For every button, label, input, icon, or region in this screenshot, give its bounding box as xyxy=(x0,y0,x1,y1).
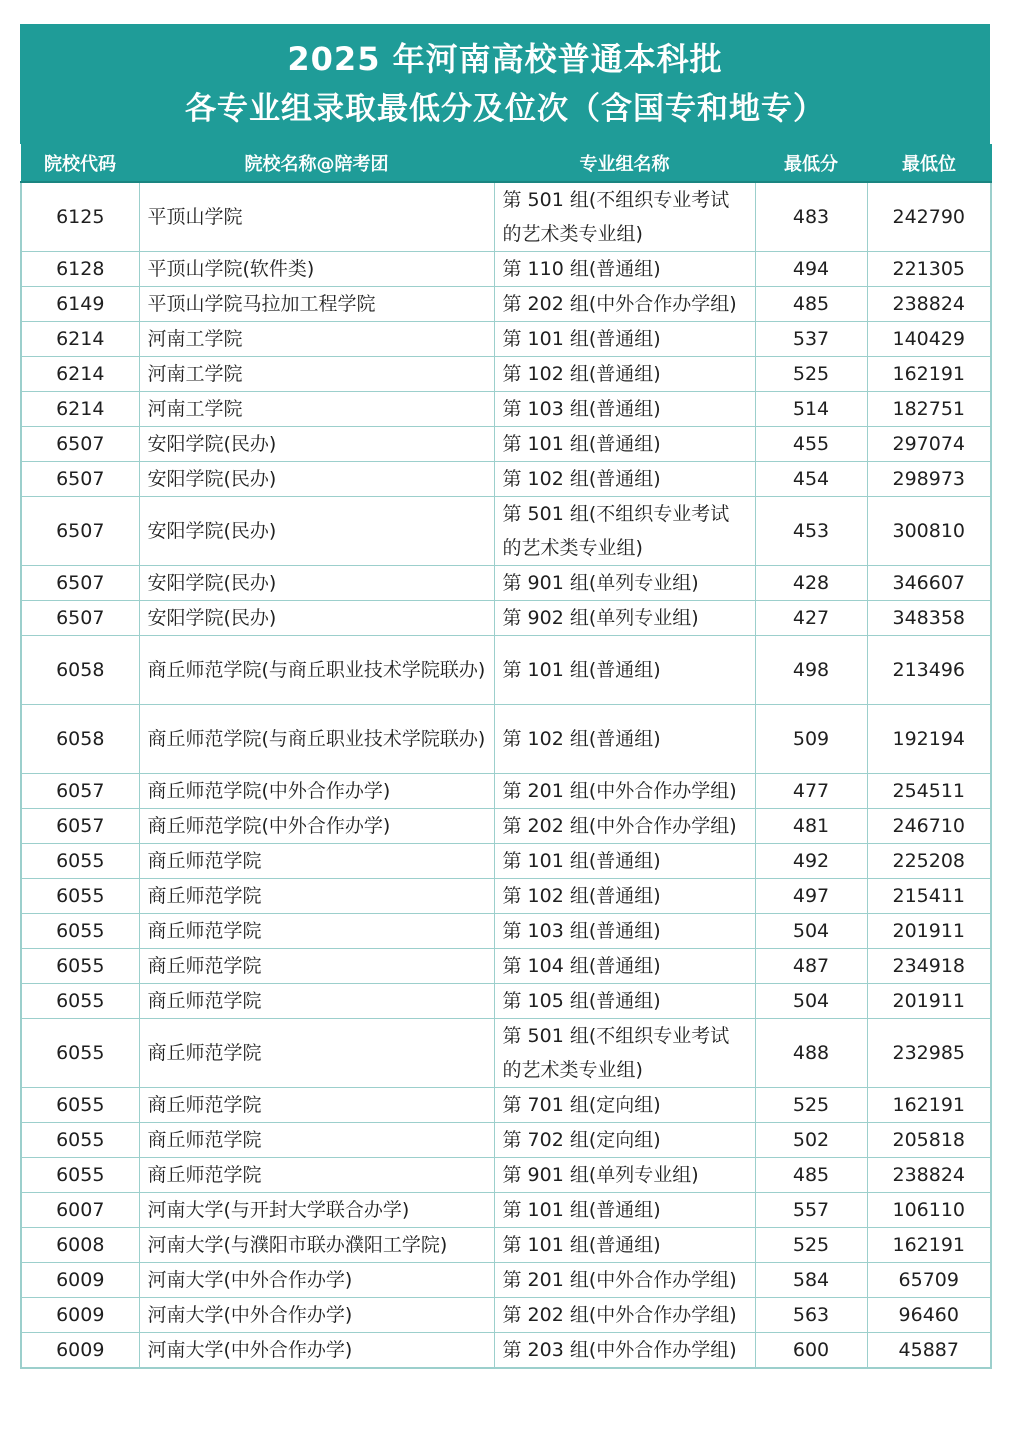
cell-school-name: 商丘师范学院 xyxy=(139,844,494,879)
cell-code: 6507 xyxy=(21,427,139,462)
cell-major-group: 第 104 组(普通组) xyxy=(494,949,755,984)
header-score: 最低分 xyxy=(755,145,867,183)
table-row xyxy=(21,809,991,844)
table-row xyxy=(21,1333,991,1369)
cell-min-score: 525 xyxy=(755,1088,867,1123)
cell-school-name: 商丘师范学院 xyxy=(139,1088,494,1123)
cell-major-group: 第 902 组(单列专业组) xyxy=(494,601,755,636)
table-header-row xyxy=(21,145,991,183)
table-row xyxy=(21,844,991,879)
cell-min-rank: 225208 xyxy=(867,844,991,879)
cell-min-rank: 106110 xyxy=(867,1193,991,1228)
table-row xyxy=(21,879,991,914)
table-row xyxy=(21,914,991,949)
table-row xyxy=(21,182,991,252)
cell-code: 6057 xyxy=(21,774,139,809)
cell-code: 6055 xyxy=(21,1019,139,1088)
table-row xyxy=(21,427,991,462)
cell-code: 6507 xyxy=(21,497,139,566)
table-row xyxy=(21,1263,991,1298)
cell-major-group: 第 202 组(中外合作办学组) xyxy=(494,1298,755,1333)
cell-min-rank: 162191 xyxy=(867,357,991,392)
cell-min-score: 428 xyxy=(755,566,867,601)
cell-school-name: 安阳学院(民办) xyxy=(139,497,494,566)
cell-major-group: 第 201 组(中外合作办学组) xyxy=(494,774,755,809)
cell-min-rank: 215411 xyxy=(867,879,991,914)
cell-school-name: 河南工学院 xyxy=(139,357,494,392)
cell-major-group: 第 501 组(不组织专业考试的艺术类专业组) xyxy=(494,497,755,566)
cell-major-group: 第 102 组(普通组) xyxy=(494,705,755,774)
cell-min-score: 584 xyxy=(755,1263,867,1298)
cell-major-group: 第 501 组(不组织专业考试的艺术类专业组) xyxy=(494,182,755,252)
cell-major-group: 第 103 组(普通组) xyxy=(494,914,755,949)
cell-min-rank: 238824 xyxy=(867,1158,991,1193)
cell-code: 6214 xyxy=(21,322,139,357)
cell-school-name: 商丘师范学院 xyxy=(139,1019,494,1088)
cell-school-name: 河南大学(与开封大学联合办学) xyxy=(139,1193,494,1228)
cell-min-rank: 346607 xyxy=(867,566,991,601)
table-row xyxy=(21,949,991,984)
cell-min-rank: 246710 xyxy=(867,809,991,844)
cell-major-group: 第 702 组(定向组) xyxy=(494,1123,755,1158)
cell-school-name: 河南大学(中外合作办学) xyxy=(139,1333,494,1369)
cell-min-score: 485 xyxy=(755,1158,867,1193)
cell-min-score: 600 xyxy=(755,1333,867,1369)
cell-school-name: 河南大学(中外合作办学) xyxy=(139,1298,494,1333)
cell-min-rank: 234918 xyxy=(867,949,991,984)
cell-code: 6055 xyxy=(21,1158,139,1193)
cell-min-score: 498 xyxy=(755,636,867,705)
cell-major-group: 第 102 组(普通组) xyxy=(494,462,755,497)
cell-min-score: 525 xyxy=(755,1228,867,1263)
cell-min-score: 497 xyxy=(755,879,867,914)
cell-major-group: 第 101 组(普通组) xyxy=(494,844,755,879)
cell-major-group: 第 101 组(普通组) xyxy=(494,322,755,357)
cell-min-score: 487 xyxy=(755,949,867,984)
cell-code: 6149 xyxy=(21,287,139,322)
cell-school-name: 商丘师范学院 xyxy=(139,1158,494,1193)
cell-min-score: 502 xyxy=(755,1123,867,1158)
cell-major-group: 第 201 组(中外合作办学组) xyxy=(494,1263,755,1298)
cell-school-name: 商丘师范学院 xyxy=(139,1123,494,1158)
cell-school-name: 平顶山学院(软件类) xyxy=(139,252,494,287)
cell-school-name: 平顶山学院马拉加工程学院 xyxy=(139,287,494,322)
table-row xyxy=(21,566,991,601)
cell-code: 6125 xyxy=(21,182,139,252)
cell-school-name: 安阳学院(民办) xyxy=(139,566,494,601)
table-row xyxy=(21,984,991,1019)
cell-min-score: 504 xyxy=(755,984,867,1019)
cell-school-name: 安阳学院(民办) xyxy=(139,427,494,462)
cell-code: 6214 xyxy=(21,357,139,392)
cell-code: 6009 xyxy=(21,1298,139,1333)
cell-major-group: 第 101 组(普通组) xyxy=(494,1228,755,1263)
table-row xyxy=(21,1019,991,1088)
table-row xyxy=(21,1123,991,1158)
cell-code: 6507 xyxy=(21,462,139,497)
cell-major-group: 第 102 组(普通组) xyxy=(494,357,755,392)
cell-code: 6058 xyxy=(21,636,139,705)
cell-min-score: 504 xyxy=(755,914,867,949)
cell-school-name: 安阳学院(民办) xyxy=(139,462,494,497)
cell-min-rank: 162191 xyxy=(867,1088,991,1123)
cell-school-name: 商丘师范学院(与商丘职业技术学院联办) xyxy=(139,636,494,705)
admission-table xyxy=(20,144,992,1369)
cell-min-rank: 298973 xyxy=(867,462,991,497)
cell-major-group: 第 901 组(单列专业组) xyxy=(494,1158,755,1193)
cell-min-score: 453 xyxy=(755,497,867,566)
cell-school-name: 商丘师范学院 xyxy=(139,949,494,984)
cell-min-rank: 238824 xyxy=(867,287,991,322)
cell-major-group: 第 901 组(单列专业组) xyxy=(494,566,755,601)
cell-min-rank: 162191 xyxy=(867,1228,991,1263)
cell-school-name: 商丘师范学院 xyxy=(139,984,494,1019)
cell-min-score: 492 xyxy=(755,844,867,879)
cell-school-name: 平顶山学院 xyxy=(139,182,494,252)
cell-code: 6055 xyxy=(21,1123,139,1158)
table-row xyxy=(21,287,991,322)
cell-code: 6055 xyxy=(21,914,139,949)
cell-min-score: 537 xyxy=(755,322,867,357)
table-row xyxy=(21,462,991,497)
table-row xyxy=(21,1193,991,1228)
cell-min-rank: 297074 xyxy=(867,427,991,462)
header-group: 专业组名称 xyxy=(494,145,755,183)
cell-code: 6055 xyxy=(21,844,139,879)
cell-major-group: 第 101 组(普通组) xyxy=(494,1193,755,1228)
cell-major-group: 第 701 组(定向组) xyxy=(494,1088,755,1123)
cell-code: 6214 xyxy=(21,392,139,427)
cell-code: 6055 xyxy=(21,949,139,984)
cell-major-group: 第 101 组(普通组) xyxy=(494,636,755,705)
cell-min-rank: 201911 xyxy=(867,984,991,1019)
cell-major-group: 第 103 组(普通组) xyxy=(494,392,755,427)
cell-school-name: 商丘师范学院 xyxy=(139,879,494,914)
cell-min-score: 494 xyxy=(755,252,867,287)
cell-min-score: 488 xyxy=(755,1019,867,1088)
table-row xyxy=(21,497,991,566)
table-row xyxy=(21,1158,991,1193)
cell-min-score: 483 xyxy=(755,182,867,252)
table-row xyxy=(21,601,991,636)
cell-code: 6507 xyxy=(21,601,139,636)
cell-school-name: 河南工学院 xyxy=(139,392,494,427)
table-row xyxy=(21,774,991,809)
cell-code: 6128 xyxy=(21,252,139,287)
cell-min-rank: 348358 xyxy=(867,601,991,636)
header-rank: 最低位 xyxy=(867,145,991,183)
cell-school-name: 商丘师范学院(中外合作办学) xyxy=(139,774,494,809)
cell-min-rank: 213496 xyxy=(867,636,991,705)
table-row xyxy=(21,322,991,357)
cell-code: 6057 xyxy=(21,809,139,844)
cell-school-name: 河南大学(中外合作办学) xyxy=(139,1263,494,1298)
cell-major-group: 第 203 组(中外合作办学组) xyxy=(494,1333,755,1369)
cell-school-name: 商丘师范学院 xyxy=(139,914,494,949)
cell-major-group: 第 102 组(普通组) xyxy=(494,879,755,914)
table-row xyxy=(21,1088,991,1123)
cell-min-score: 455 xyxy=(755,427,867,462)
cell-min-score: 563 xyxy=(755,1298,867,1333)
cell-min-rank: 242790 xyxy=(867,182,991,252)
cell-min-rank: 140429 xyxy=(867,322,991,357)
cell-school-name: 河南工学院 xyxy=(139,322,494,357)
cell-min-score: 485 xyxy=(755,287,867,322)
cell-min-score: 427 xyxy=(755,601,867,636)
table-row xyxy=(21,252,991,287)
cell-min-score: 454 xyxy=(755,462,867,497)
cell-major-group: 第 101 组(普通组) xyxy=(494,427,755,462)
cell-min-rank: 205818 xyxy=(867,1123,991,1158)
cell-min-rank: 96460 xyxy=(867,1298,991,1333)
cell-min-score: 509 xyxy=(755,705,867,774)
table-row xyxy=(21,1228,991,1263)
admission-table-sheet xyxy=(20,24,990,1369)
cell-code: 6009 xyxy=(21,1263,139,1298)
cell-code: 6055 xyxy=(21,1088,139,1123)
cell-min-score: 557 xyxy=(755,1193,867,1228)
cell-major-group: 第 110 组(普通组) xyxy=(494,252,755,287)
cell-code: 6008 xyxy=(21,1228,139,1263)
cell-min-rank: 221305 xyxy=(867,252,991,287)
cell-major-group: 第 202 组(中外合作办学组) xyxy=(494,287,755,322)
cell-min-rank: 192194 xyxy=(867,705,991,774)
cell-min-rank: 45887 xyxy=(867,1333,991,1369)
cell-school-name: 商丘师范学院(与商丘职业技术学院联办) xyxy=(139,705,494,774)
table-body xyxy=(21,182,991,1368)
cell-code: 6507 xyxy=(21,566,139,601)
title-line-1: 2025 年河南高校普通本科批 xyxy=(287,40,723,78)
table-row xyxy=(21,1298,991,1333)
header-name: 院校名称@陪考团 xyxy=(139,145,494,183)
cell-min-score: 525 xyxy=(755,357,867,392)
header-code: 院校代码 xyxy=(21,145,139,183)
cell-code: 6007 xyxy=(21,1193,139,1228)
cell-code: 6058 xyxy=(21,705,139,774)
cell-min-score: 481 xyxy=(755,809,867,844)
table-row xyxy=(21,392,991,427)
cell-min-rank: 254511 xyxy=(867,774,991,809)
cell-code: 6009 xyxy=(21,1333,139,1369)
table-row xyxy=(21,357,991,392)
cell-code: 6055 xyxy=(21,879,139,914)
cell-major-group: 第 501 组(不组织专业考试的艺术类专业组) xyxy=(494,1019,755,1088)
cell-school-name: 商丘师范学院(中外合作办学) xyxy=(139,809,494,844)
title-banner xyxy=(20,24,990,144)
cell-major-group: 第 105 组(普通组) xyxy=(494,984,755,1019)
cell-min-rank: 182751 xyxy=(867,392,991,427)
cell-min-score: 514 xyxy=(755,392,867,427)
table-row xyxy=(21,636,991,705)
cell-min-score: 477 xyxy=(755,774,867,809)
cell-min-rank: 232985 xyxy=(867,1019,991,1088)
cell-min-rank: 300810 xyxy=(867,497,991,566)
cell-min-rank: 65709 xyxy=(867,1263,991,1298)
cell-school-name: 河南大学(与濮阳市联办濮阳工学院) xyxy=(139,1228,494,1263)
cell-school-name: 安阳学院(民办) xyxy=(139,601,494,636)
cell-major-group: 第 202 组(中外合作办学组) xyxy=(494,809,755,844)
table-row xyxy=(21,705,991,774)
title-line-2: 各专业组录取最低分及位次（含国专和地专） xyxy=(185,91,825,127)
cell-min-rank: 201911 xyxy=(867,914,991,949)
cell-code: 6055 xyxy=(21,984,139,1019)
